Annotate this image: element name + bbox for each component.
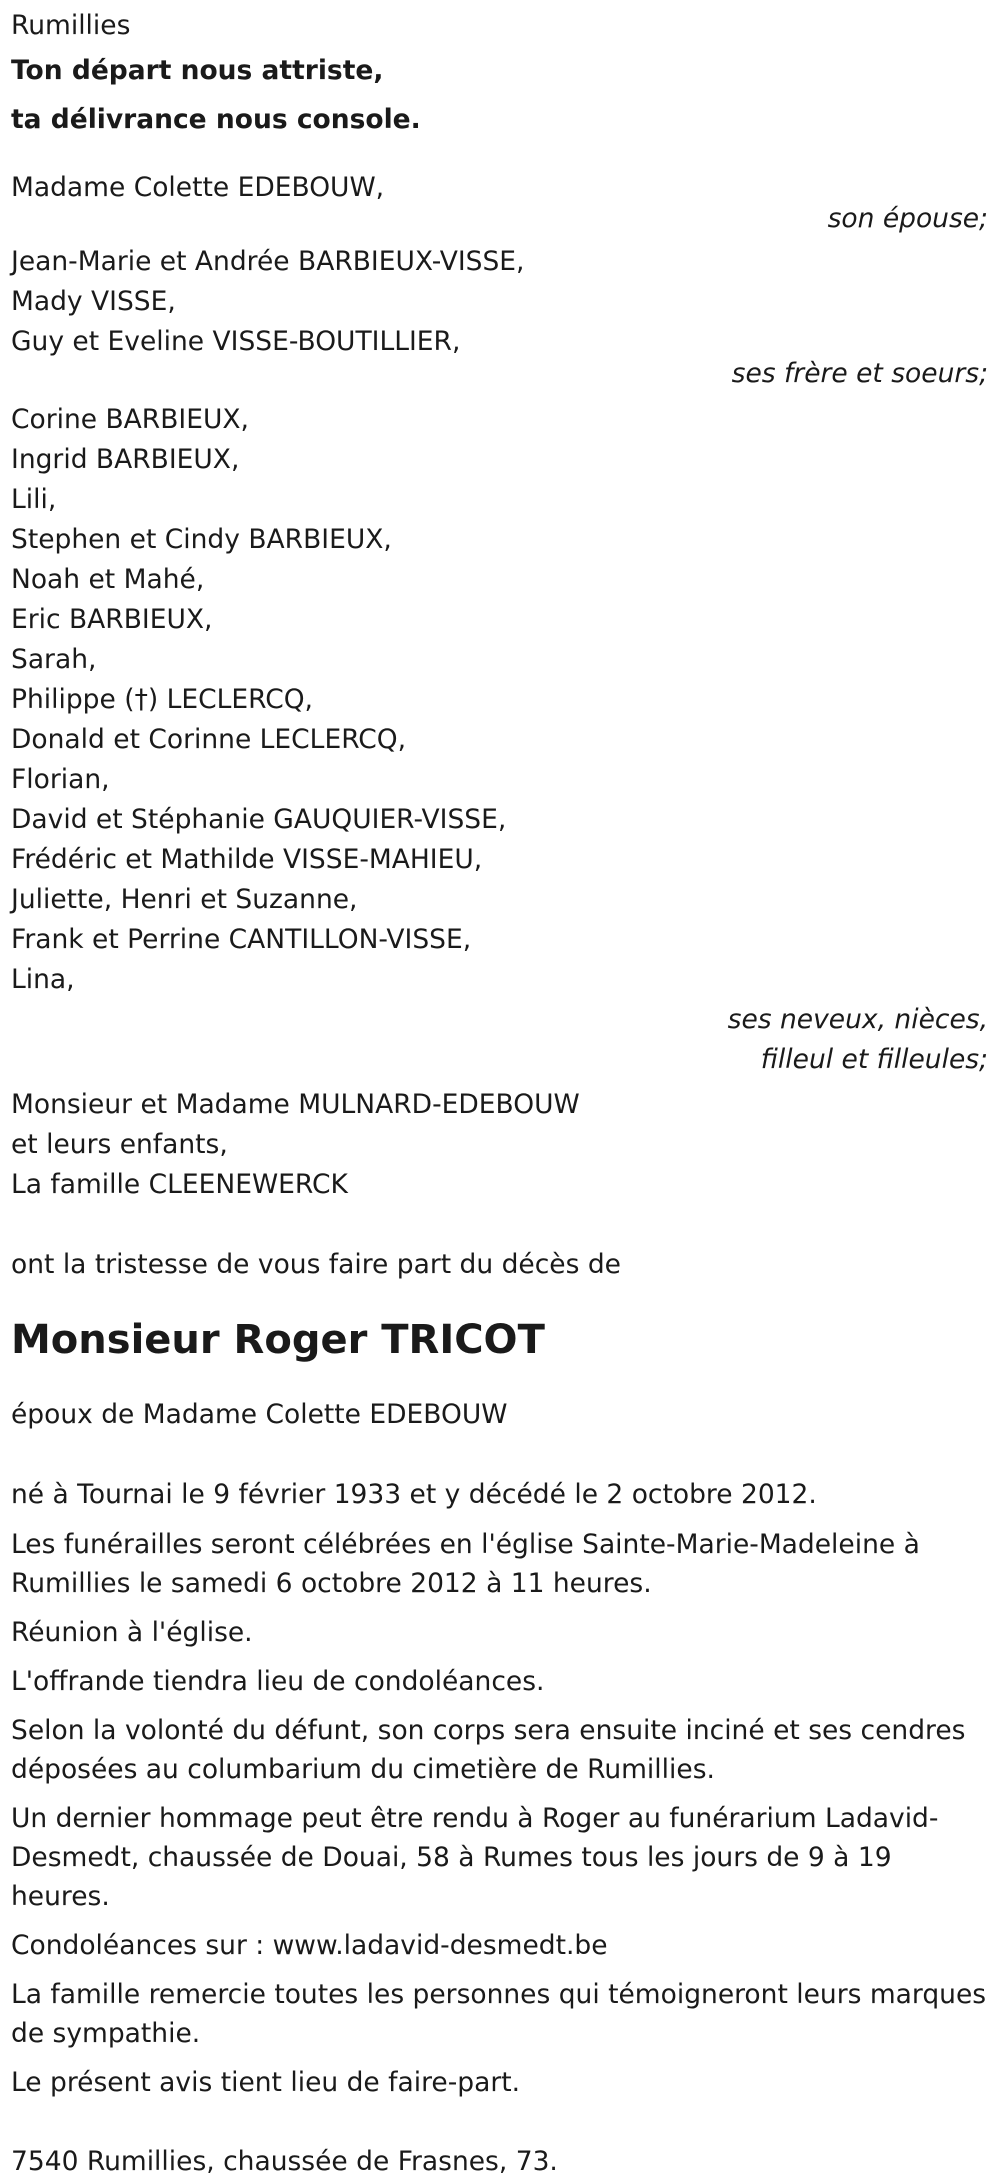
nephews-role (11, 1000, 989, 1080)
other-family-name: La famille CLEENEWERCK (11, 1169, 348, 1200)
sibling-name: Guy et Eveline VISSE-BOUTILLIER, (11, 326, 461, 357)
nephew-name: Lina, (11, 964, 75, 995)
nephew-name: Sarah, (11, 644, 97, 675)
nephew-name: Stephen et Cindy BARBIEUX, (11, 524, 392, 555)
notice-header (11, 0, 989, 144)
gathering-info: Réunion à l'église. (11, 1617, 253, 1648)
funeral-details: Les funérailles seront célébrées en l'église Sainte-Marie-Madeleine à Rumillies le samedi 6 octobre 2012 à 11 heures. (11, 1529, 920, 1599)
place-name: Rumillies (11, 10, 131, 41)
nephew-name: Ingrid BARBIEUX, (11, 444, 240, 475)
condolences-link: Condoléances sur : www.ladavid-desmedt.be (11, 1930, 608, 1961)
nephews-role-line-2: filleul et filleules; (760, 1044, 988, 1075)
nephew-name: David et Stéphanie GAUQUIER-VISSE, (11, 804, 507, 835)
nephew-name: Corine BARBIEUX, (11, 404, 249, 435)
spouse-of: époux de Madame Colette EDEBOUW (11, 1399, 508, 1430)
motto-line-1: Ton départ nous attriste, (11, 55, 384, 86)
spouse-role: son épouse; (827, 203, 988, 234)
sibling-name: Jean-Marie et Andrée BARBIEUX-VISSE, (11, 246, 525, 277)
thanks-note: La famille remercie toutes les personnes qui témoigneront leurs marques de sympathie. (11, 1979, 987, 2049)
siblings-block (11, 242, 989, 362)
tribute-info: Un dernier hommage peut être rendu à Roger au funérarium Ladavid-Desmedt, chaussée de Douai, 58 à Rumes tous les jours de 9 à 19 heures. (11, 1803, 939, 1912)
nephew-name: Eric BARBIEUX, (11, 604, 213, 635)
nephew-name: Frank et Perrine CANTILLON-VISSE, (11, 924, 472, 955)
birth-death-info: né à Tournai le 9 février 1933 et y décédé le 2 octobre 2012. (11, 1479, 817, 1510)
other-family-name: Monsieur et Madame MULNARD-EDEBOUW (11, 1089, 580, 1120)
motto-line-2: ta délivrance nous console. (11, 104, 421, 135)
notice-disclaimer: Le présent avis tient lieu de faire-part. (11, 2067, 521, 2098)
other-family-block (11, 1085, 989, 1205)
nephew-name: Noah et Mahé, (11, 564, 205, 595)
nephew-name: Philippe (†) LECLERCQ, (11, 684, 313, 715)
nephews-block (11, 400, 989, 1000)
other-family-name: et leurs enfants, (11, 1129, 228, 1160)
siblings-role: ses frère et soeurs; (731, 358, 988, 389)
nephew-name: Frédéric et Mathilde VISSE-MAHIEU, (11, 844, 483, 875)
family-address: 7540 Rumillies, chaussée de Frasnes, 73. (11, 2146, 558, 2177)
nephew-name: Donald et Corinne LECLERCQ, (11, 724, 407, 755)
sibling-name: Mady VISSE, (11, 286, 176, 317)
deceased-name: Monsieur Roger TRICOT (11, 1317, 545, 1363)
offering-info: L'offrande tiendra lieu de condoléances. (11, 1666, 545, 1697)
nephew-name: Florian, (11, 764, 110, 795)
nephew-name: Lili, (11, 484, 57, 515)
nephews-role-line-1: ses neveux, nièces, (727, 1004, 988, 1035)
spouse-name: Madame Colette EDEBOUW, (11, 172, 385, 203)
nephew-name: Juliette, Henri et Suzanne, (11, 884, 358, 915)
announcement-intro: ont la tristesse de vous faire part du décès de (11, 1249, 621, 1280)
cremation-info: Selon la volonté du défunt, son corps sera ensuite inciné et ses cendres déposées au columbarium du cimetière de Rumillies. (11, 1715, 966, 1785)
